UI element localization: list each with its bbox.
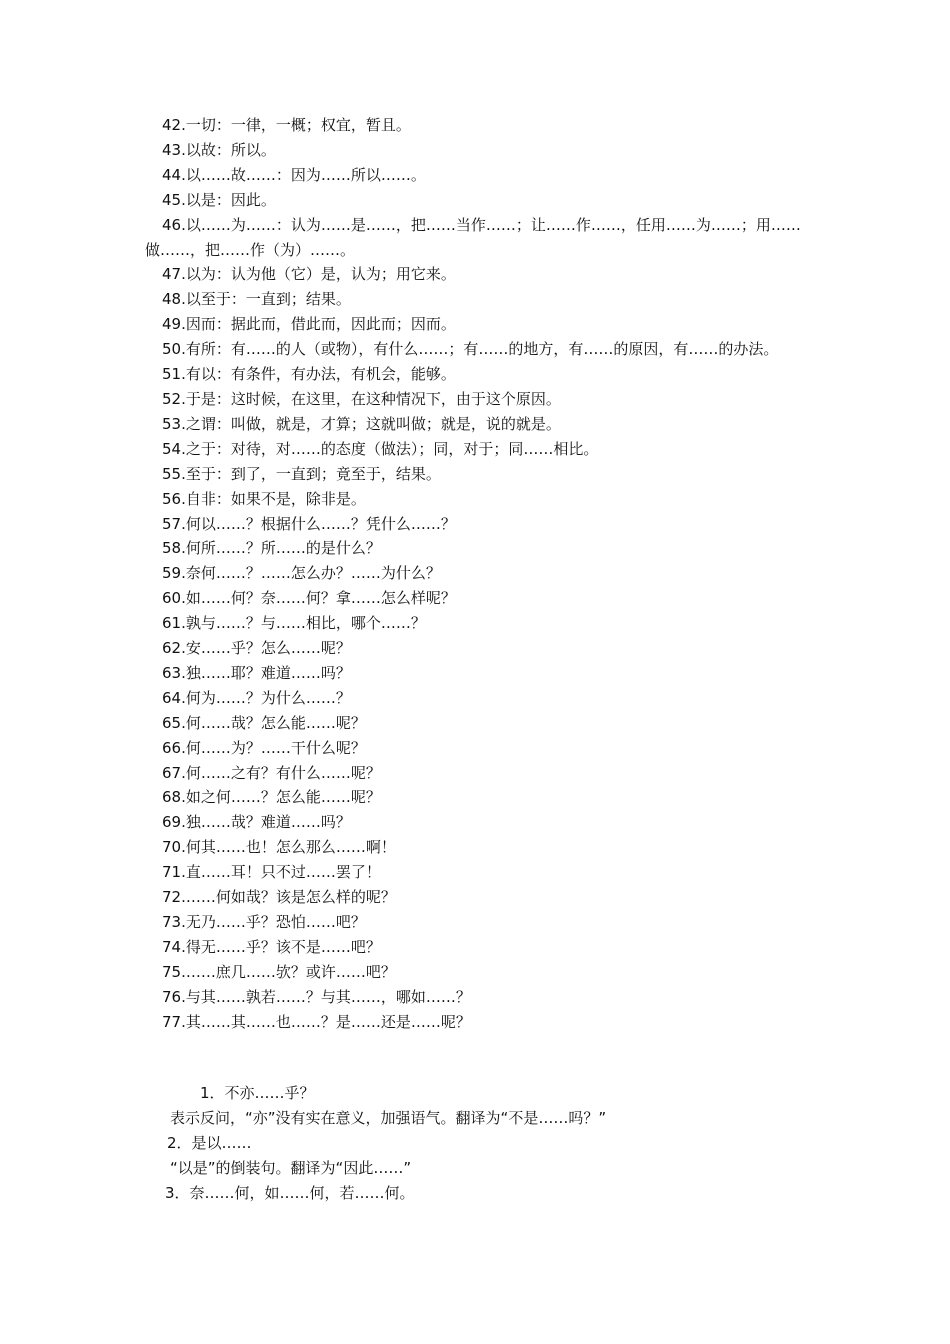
list-item: 65.何……哉？怎么能……呢？ bbox=[162, 713, 366, 732]
list-item: 69.独……哉？难道……吗？ bbox=[162, 813, 351, 832]
list-item: 56.自非：如果不是，除非是。 bbox=[162, 489, 366, 508]
list-item: 46.以……为……：认为……是……，把……当作……；让……作……，任用……为……；用……做……，把……作（为）……。 bbox=[145, 215, 801, 259]
list-item: 76.与其……孰若……？与其……，哪如……？ bbox=[162, 987, 471, 1006]
list-item: 58.何所……？所……的是什么？ bbox=[162, 539, 381, 558]
list-item: 51.有以：有条件，有办法，有机会，能够。 bbox=[162, 365, 456, 384]
list-item: 57.何以……？根据什么……？凭什么……？ bbox=[162, 514, 456, 533]
list-item: 52.于是：这时候，在这里，在这种情况下，由于这个原因。 bbox=[162, 389, 561, 408]
notes-section bbox=[145, 1081, 815, 1206]
list-item: 48.以至于：一直到；结果。 bbox=[162, 290, 351, 309]
list-item: 66.何……为？……干什么呢？ bbox=[162, 738, 366, 757]
note-heading: 1．不亦……乎？ bbox=[200, 1084, 315, 1102]
list-item: 63.独……耶？难道……吗？ bbox=[162, 663, 351, 682]
note-heading: 2．是以…… bbox=[167, 1133, 252, 1152]
phrase-list bbox=[145, 113, 815, 1035]
list-item: 61.孰与……？与……相比，哪个……？ bbox=[162, 614, 426, 633]
list-item: 67.何……之有？有什么……呢？ bbox=[162, 763, 381, 782]
note-text: “以是”的倒装句。翻译为“因此……” bbox=[170, 1158, 412, 1177]
list-item: 64.何为……？为什么……？ bbox=[162, 688, 351, 707]
list-item: 44.以……故……：因为……所以……。 bbox=[162, 165, 426, 184]
list-item: 60.如……何？奈……何？拿……怎么样呢？ bbox=[162, 589, 456, 608]
list-item: 71.直……耳！只不过……罢了！ bbox=[162, 863, 381, 882]
list-item: 62.安……乎？怎么……呢？ bbox=[162, 639, 351, 658]
list-item: 45.以是：因此。 bbox=[162, 190, 276, 209]
list-item: 50.有所：有……的人（或物），有什么……；有……的地方，有……的原因，有……的办法。 bbox=[162, 340, 779, 359]
list-item: 74.得无……乎？该不是……吧？ bbox=[162, 937, 381, 956]
list-item: 54.之于：对待，对……的态度（做法）；同，对于；同……相比。 bbox=[162, 439, 599, 458]
list-item: 77.其……其……也……？是……还是……呢？ bbox=[162, 1012, 471, 1031]
list-item: 73.无乃……乎？恐怕……吧？ bbox=[162, 913, 366, 931]
list-item: 42.一切：一律，一概；权宜，暂且。 bbox=[162, 116, 411, 134]
list-item: 70.何其……也！怎么那么……啊！ bbox=[162, 838, 396, 857]
list-item: 43.以故：所以。 bbox=[162, 140, 276, 159]
list-item: 49.因而：据此而，借此而，因此而；因而。 bbox=[162, 315, 456, 334]
list-item: 68.如之何……？怎么能……呢？ bbox=[162, 788, 381, 807]
list-item: 55.至于：到了，一直到；竟至于，结果。 bbox=[162, 464, 441, 483]
list-item: 53.之谓：叫做，就是，才算；这就叫做；就是，说的就是。 bbox=[162, 414, 561, 433]
list-item: 75.……庶几……欤？或许……吧？ bbox=[162, 962, 396, 981]
note-text: 表示反问，“亦”没有实在意义，加强语气。翻译为“不是……吗？” bbox=[170, 1108, 607, 1127]
list-item: 59.奈何……？……怎么办？……为什么？ bbox=[162, 564, 441, 583]
note-heading: 3．奈……何，如……何，若……何。 bbox=[165, 1183, 415, 1202]
list-item: 47.以为：认为他（它）是，认为；用它来。 bbox=[162, 265, 456, 284]
list-item: 72.……何如哉？该是怎么样的呢？ bbox=[162, 888, 396, 907]
